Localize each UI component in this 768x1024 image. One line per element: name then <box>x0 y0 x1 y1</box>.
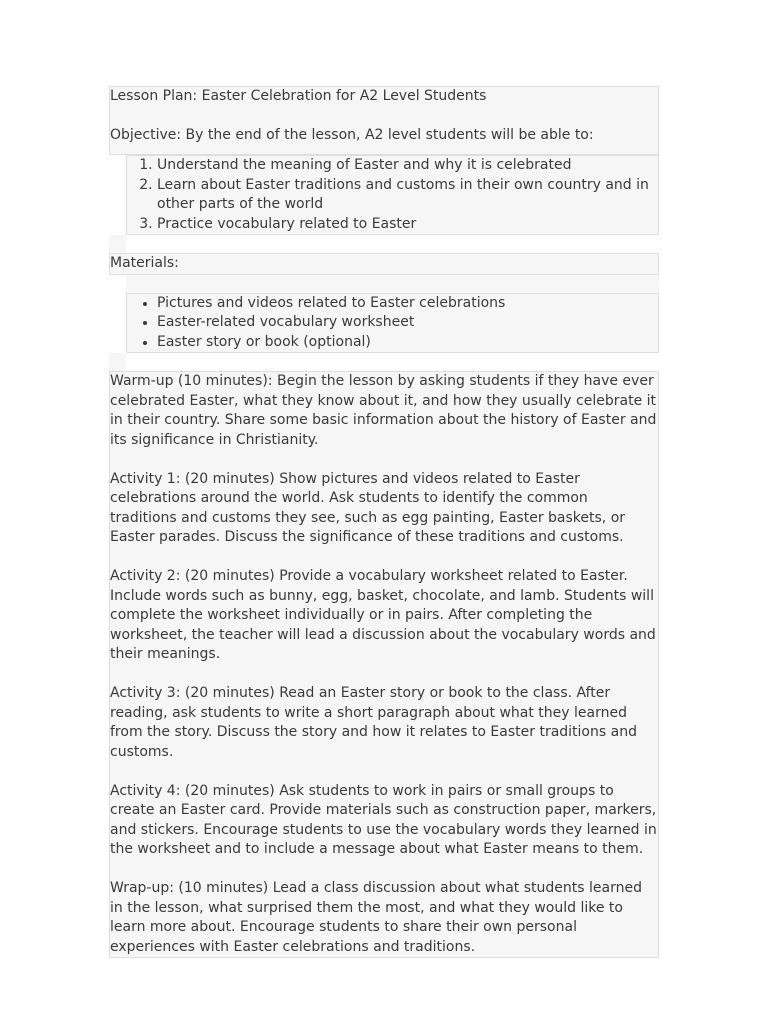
materials-label: Materials: <box>110 255 179 271</box>
activity-2-paragraph: Activity 2: (20 minutes) Provide a vocabulary worksheet related to Easter. Include words such as bunny, egg, basket, chocolate, and lamb. Students will complete the worksheet individually or in pairs. After completing the worksheet, the teacher will lead a discussion about the vocabulary words and their meanings. <box>110 568 656 662</box>
document <box>109 86 659 958</box>
wrapup-paragraph: Wrap-up: (10 minutes) Lead a class discussion about what students learned in the lesson, what surprised them the most, and what they would like to learn more about. Encourage students to share their own personal experiences with Easter celebrations and traditions. <box>110 880 642 955</box>
header-block <box>109 86 659 155</box>
spacer <box>126 275 659 293</box>
materials-list <box>127 294 658 353</box>
activity-3-paragraph: Activity 3: (20 minutes) Read an Easter story or book to the class. After reading, ask students to write a short paragraph about what they learned from the story. Discuss the story and how it relates to Easter traditions and customs. <box>110 685 637 760</box>
lesson-title: Lesson Plan: Easter Celebration for A2 Level Students <box>110 88 487 104</box>
material-item: • Easter-related vocabulary worksheet <box>157 313 658 333</box>
objectives-list-block <box>126 155 659 235</box>
spacer <box>109 353 126 371</box>
objective-item: 1. Understand the meaning of Easter and why it is celebrated <box>157 156 658 176</box>
spacer <box>109 235 126 253</box>
lesson-body-block <box>109 371 659 958</box>
warmup-paragraph: Warm-up (10 minutes): Begin the lesson by asking students if they have ever celebrated Easter, what they know about it, and how they usually celebrate it in their country. Share some basic information about the history of Easter and its significance in Christianity. <box>110 373 657 448</box>
objectives-list <box>127 156 658 234</box>
objective-item: 2. Learn about Easter traditions and customs in their own country and in other parts of the world <box>157 176 658 215</box>
materials-list-block <box>126 293 659 354</box>
material-item: • Pictures and videos related to Easter celebrations <box>157 294 658 314</box>
activity-1-paragraph: Activity 1: (20 minutes) Show pictures and videos related to Easter celebrations around the world. Ask students to identify the common traditions and customs they see, such as egg painting, Easter baskets, or Easter parades. Discuss the significance of these traditions and customs. <box>110 470 626 545</box>
activity-4-paragraph: Activity 4: (20 minutes) Ask students to work in pairs or small groups to create an Easter card. Provide materials such as construction paper, markers, and stickers. Encourage students to use the vocabulary words they learned in the worksheet and to include a message about what Easter means to them. <box>110 782 657 857</box>
material-item: • Easter story or book (optional) <box>157 333 658 353</box>
objective-intro: Objective: By the end of the lesson, A2 level students will be able to: <box>110 126 594 143</box>
objective-item: 3. Practice vocabulary related to Easter <box>157 215 658 235</box>
materials-label-block <box>109 253 659 275</box>
